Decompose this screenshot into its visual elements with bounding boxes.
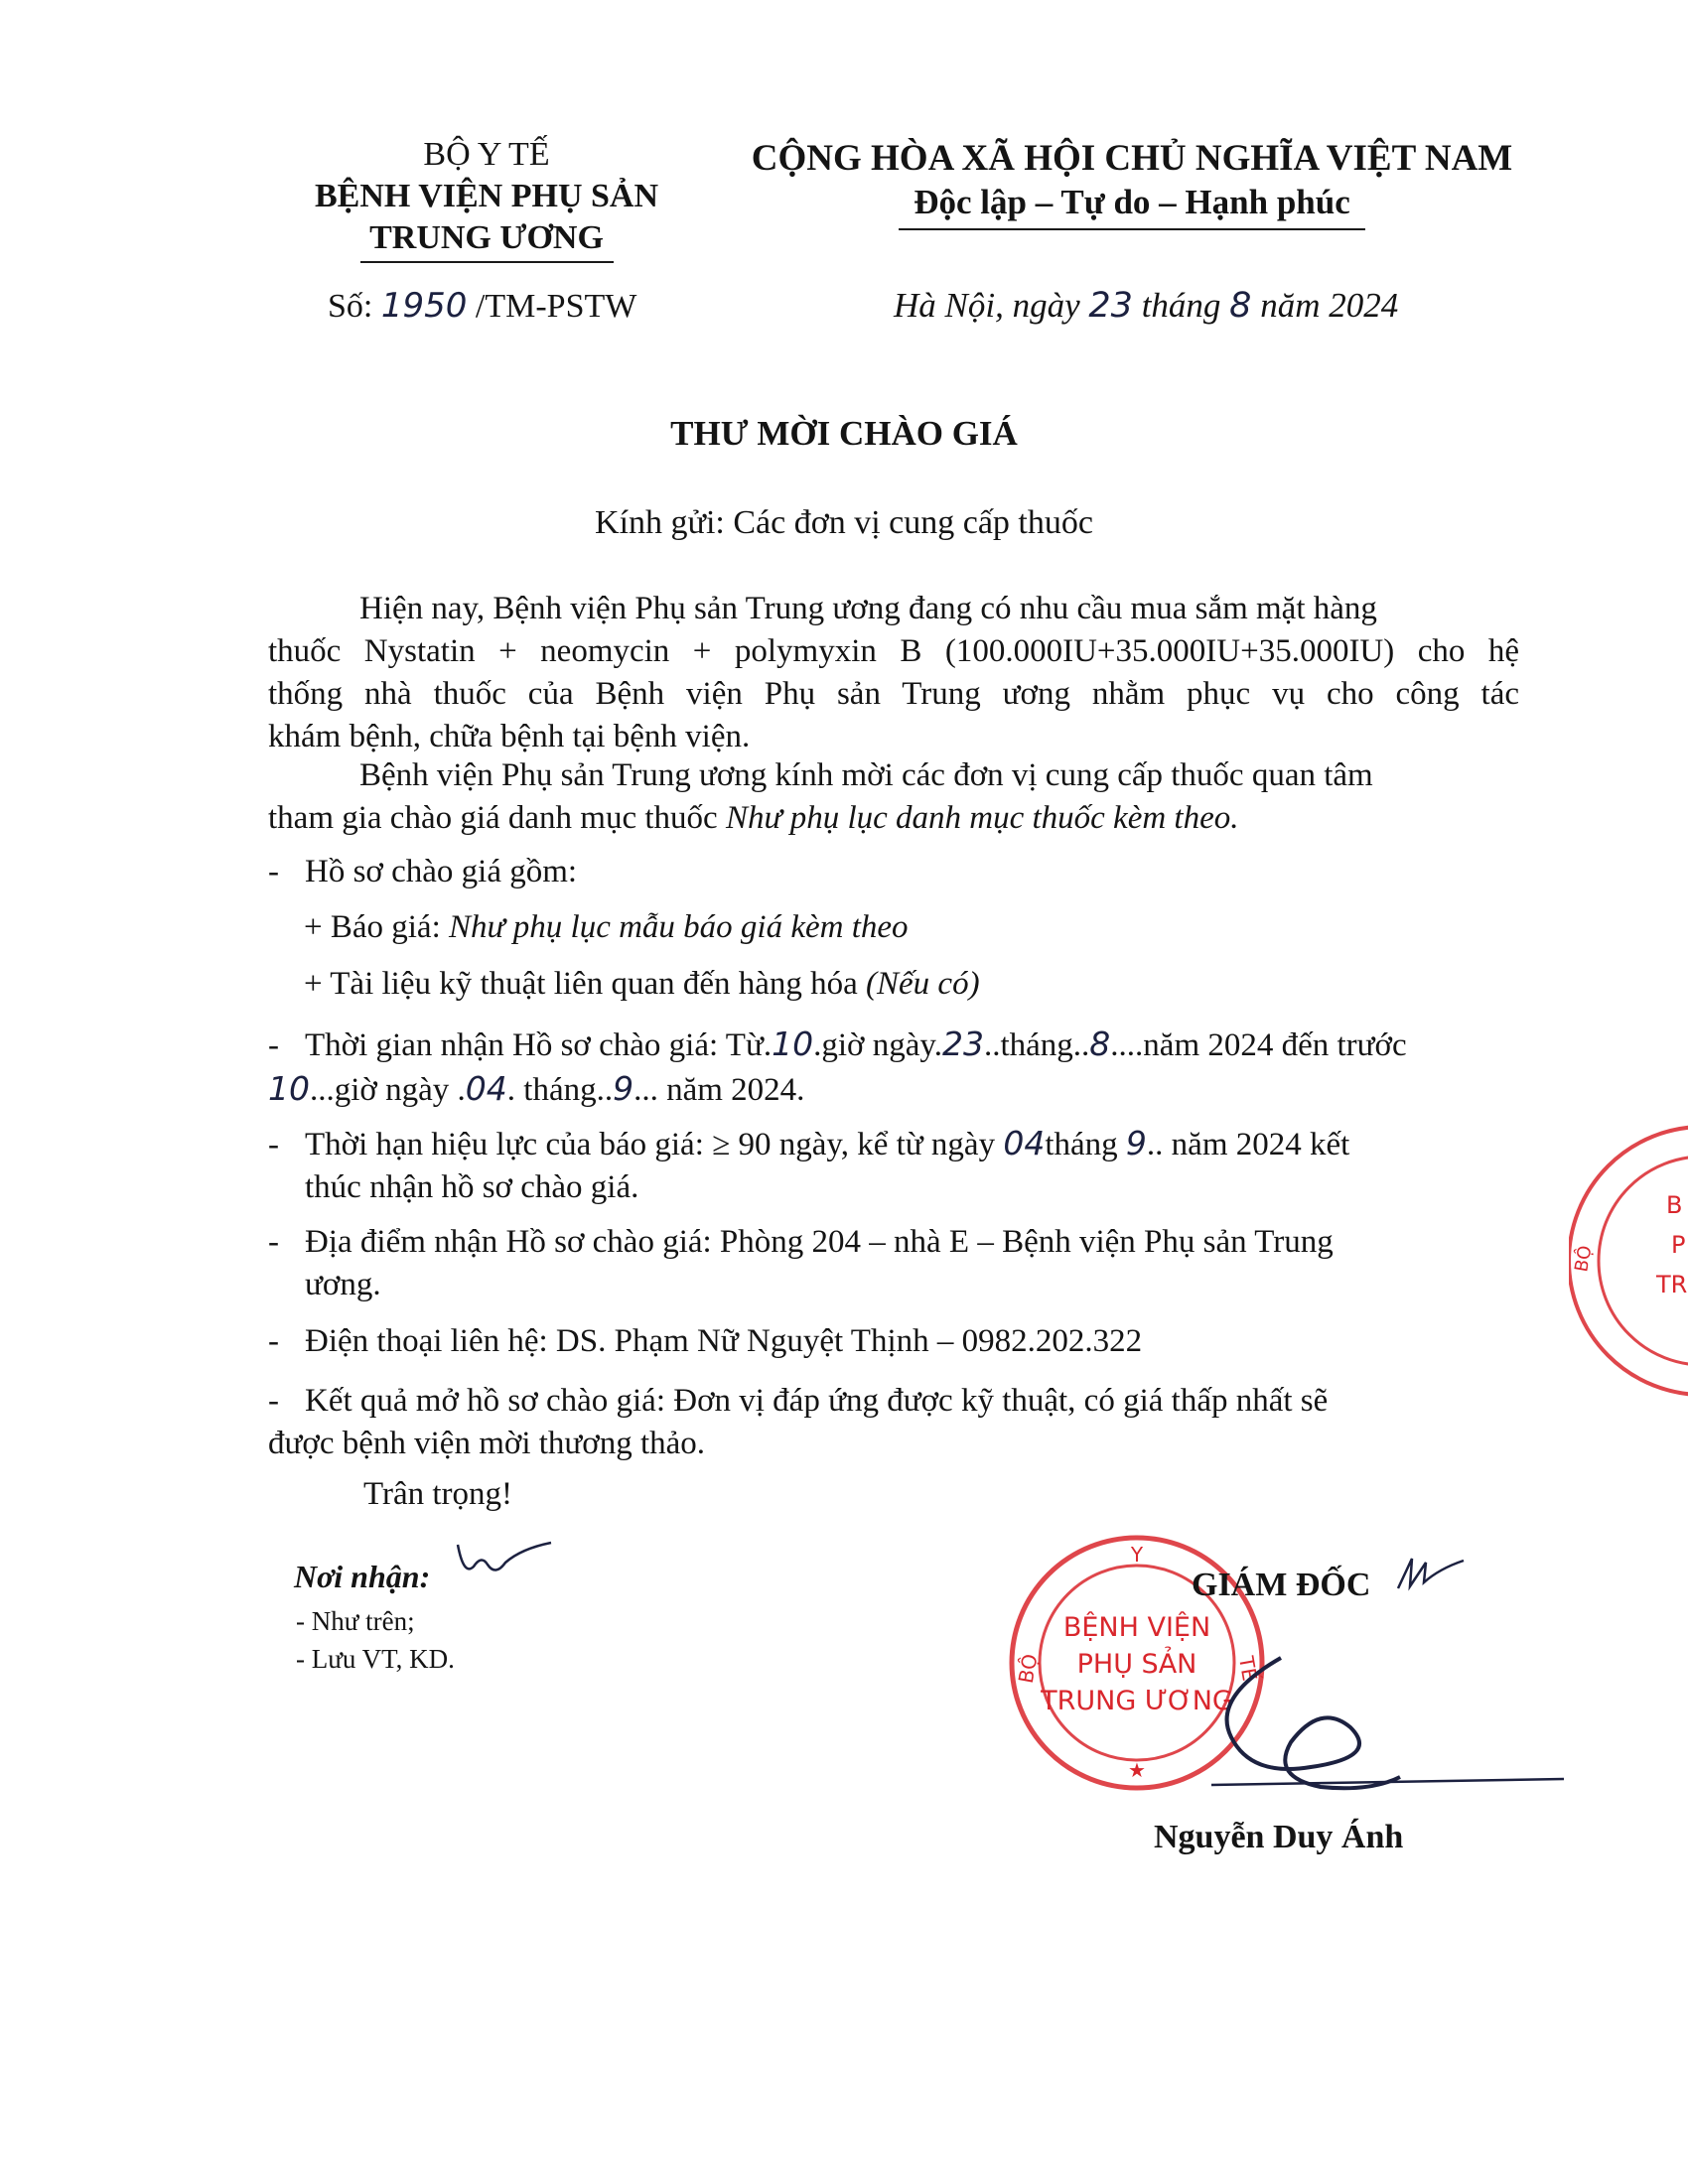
place-text: Địa điểm nhận Hồ sơ chào giá: Phòng 204 – nhà E – Bệnh viện Phụ sản Trung — [305, 1224, 1334, 1260]
time-text-f: . tháng.. — [506, 1072, 614, 1108]
time-month-1: 8 — [1089, 1024, 1111, 1063]
result-line-1 — [268, 1380, 1519, 1423]
stamp-left-text: BỘ — [1013, 1652, 1043, 1686]
number-handwritten: 1950 — [380, 286, 468, 326]
hospital-name-line2: TRUNG ƯƠNG — [369, 219, 604, 256]
issuer-block — [263, 134, 710, 263]
time-text-e: ...giờ ngày . — [310, 1072, 466, 1108]
tech-label: + Tài liệu kỹ thuật liên quan đến hàng hóa — [304, 966, 867, 1002]
hospital-name-line1: BỆNH VIỆN PHỤ SẢN — [314, 178, 659, 214]
validity-line-2: thúc nhận hồ sơ chào giá. — [305, 1169, 639, 1205]
place-line-2: ương. — [305, 1267, 381, 1302]
stamp-star: ★ — [1128, 1758, 1146, 1782]
dossier-text: Hồ sơ chào giá gồm: — [305, 854, 578, 889]
intro-line-3: thống nhà thuốc của Bệnh viện Phụ sản Trung ương nhằm phục vụ cho công tác — [268, 676, 1519, 712]
ministry-name: BỘ Y TẾ — [423, 136, 550, 173]
time-day-1: 23 — [941, 1024, 984, 1063]
phone-text: Điện thoại liên hệ: DS. Phạm Nữ Nguyệt Thịnh – 0982.202.322 — [305, 1323, 1143, 1359]
tech-italic: (Nếu có) — [866, 966, 980, 1002]
item-receive-time — [268, 1023, 1519, 1112]
invitation-line-2 — [268, 797, 1519, 840]
receive-time-line-2 — [268, 1067, 1519, 1112]
intro-paragraph — [268, 588, 1519, 758]
date-day-handwritten: 23 — [1088, 286, 1133, 326]
recipient-item-2: - Lưu VT, KD. — [296, 1644, 455, 1674]
edge-stamp-letter-2: P — [1671, 1231, 1686, 1259]
document-title: THƯ MỜI CHÀO GIÁ — [670, 414, 1018, 453]
edge-stamp-letter-1: B — [1666, 1191, 1683, 1219]
dash-marker: - — [268, 854, 279, 889]
national-header — [720, 137, 1544, 230]
item-quote — [304, 906, 909, 949]
item-place — [268, 1221, 1519, 1306]
item-tech-docs — [304, 963, 980, 1006]
intro-line-1: Hiện nay, Bệnh viện Phụ sản Trung ương đang có nhu cầu mua sắm mặt hàng — [359, 591, 1377, 626]
intro-line-2: thuốc Nystatin + neomycin + polymyxin B (100.000IU+35.000IU+35.000IU) cho hệ — [268, 633, 1519, 669]
edge-stamp-partial — [1569, 1112, 1688, 1410]
time-text-a: Thời gian nhận Hồ sơ chào giá: Từ. — [305, 1027, 773, 1063]
invitation-plain: tham gia chào giá danh mục thuốc — [268, 800, 726, 836]
motto-underline — [899, 228, 1365, 230]
stamp-right-text: TẾ — [1233, 1654, 1262, 1684]
document-number — [328, 286, 636, 326]
stamp-line-3: TRUNG ƯƠNG — [1041, 1686, 1233, 1716]
director-signature — [1172, 1628, 1569, 1797]
republic-name: CỘNG HÒA XÃ HỘI CHỦ NGHĨA VIỆT NAM — [751, 138, 1513, 179]
date-year: năm 2024 — [1251, 286, 1399, 325]
validity-line-1 — [268, 1122, 1519, 1166]
intro-line-4: khám bệnh, chữa bệnh tại bệnh viện. — [268, 719, 751, 754]
number-suffix: /TM-PSTW — [467, 288, 637, 325]
recipient-line: Kính gửi: Các đơn vị cung cấp thuốc — [595, 504, 1093, 541]
result-text: Kết quả mở hồ sơ chào giá: Đơn vị đáp ứng được kỹ thuật, có giá thấp nhất sẽ — [305, 1383, 1329, 1419]
validity-text-c: .. năm 2024 kết — [1146, 1127, 1350, 1162]
quote-label: + Báo giá: — [304, 909, 450, 945]
place-date-prefix: Hà Nội, ngày — [894, 286, 1089, 325]
dash-marker: - — [268, 1383, 279, 1419]
invitation-italic: Như phụ lục danh mục thuốc kèm theo. — [725, 800, 1239, 836]
item-phone — [268, 1320, 1519, 1363]
title-initial-mark — [1390, 1549, 1470, 1598]
result-line-2: được bệnh viện mời thương thảo. — [268, 1426, 706, 1461]
recipient-item-1: - Như trên; — [296, 1606, 415, 1636]
time-text-c: ..tháng.. — [983, 1027, 1090, 1063]
time-month-2: 9 — [613, 1069, 634, 1108]
edge-stamp-letter-3: TR — [1656, 1271, 1688, 1298]
issuer-underline — [360, 261, 614, 263]
closing-salutation: Trân trọng! — [363, 1476, 513, 1512]
time-text-d: ....năm 2024 đến trước — [1110, 1027, 1407, 1063]
stamp-line-2: PHỤ SẢN — [1076, 1649, 1197, 1680]
initial-mark — [452, 1537, 556, 1586]
time-hour-2: 10 — [268, 1069, 310, 1108]
item-validity — [268, 1122, 1519, 1209]
place-date — [894, 286, 1398, 326]
edge-stamp-letter-4: BỘ — [1571, 1244, 1597, 1274]
national-motto: Độc lập – Tự do – Hạnh phúc — [914, 183, 1350, 221]
dash-marker: - — [268, 1027, 279, 1063]
validity-text-b: tháng — [1045, 1127, 1126, 1162]
time-hour-1: 10 — [772, 1024, 814, 1063]
validity-day: 04 — [1003, 1124, 1046, 1162]
invitation-line-1: Bệnh viện Phụ sản Trung ương kính mời các đơn vị cung cấp thuốc quan tâm — [359, 757, 1373, 793]
time-day-2: 04 — [465, 1069, 507, 1108]
item-result — [268, 1380, 1519, 1465]
dash-marker: - — [268, 1224, 279, 1260]
place-line-1 — [268, 1221, 1519, 1264]
invitation-paragraph — [268, 754, 1519, 840]
stamp-line-1: BỆNH VIỆN — [1062, 1612, 1211, 1643]
validity-text-a: Thời hạn hiệu lực của báo giá: ≥ 90 ngày, kể từ ngày — [305, 1127, 1004, 1162]
quote-italic: Như phụ lục mẫu báo giá kèm theo — [449, 909, 909, 945]
signer-title: GIÁM ĐỐC — [1192, 1567, 1371, 1603]
signer-name: Nguyễn Duy Ánh — [1154, 1819, 1404, 1855]
recipients-heading: Nơi nhận: — [294, 1559, 431, 1594]
time-text-g: ... năm 2024. — [633, 1072, 805, 1108]
validity-month: 9 — [1125, 1124, 1147, 1162]
stamp-top-text: Y — [1130, 1543, 1144, 1567]
dash-marker: - — [268, 1323, 279, 1359]
date-month-handwritten: 8 — [1229, 286, 1252, 326]
item-dossier — [268, 851, 1519, 893]
date-month-label: tháng — [1132, 286, 1230, 325]
receive-time-line-1 — [268, 1023, 1519, 1067]
number-prefix: Số: — [328, 288, 381, 325]
dash-marker: - — [268, 1127, 279, 1162]
time-text-b: .giờ ngày. — [813, 1027, 942, 1063]
